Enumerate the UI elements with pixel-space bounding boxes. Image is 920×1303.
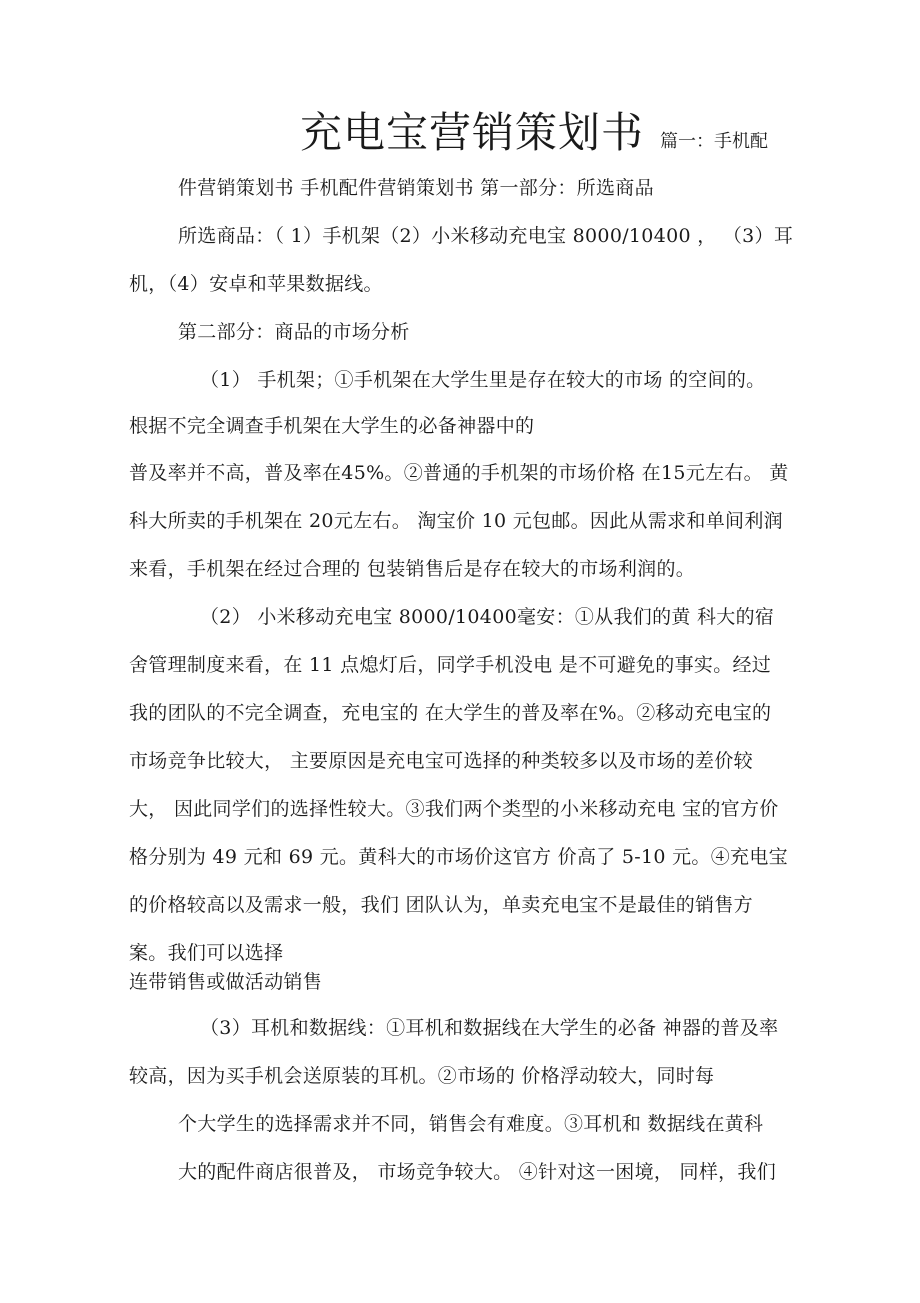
text-line: 普及率并不高，普及率在45%。②普通的手机架的市场价格 在15元左右。 黄 (129, 462, 789, 484)
text-line: 大的配件商店很普及， 市场竞争较大。 ④针对这一困境， 同样，我们 (178, 1161, 777, 1183)
text-line: 个大学生的选择需求并不同，销售会有难度。③耳机和 数据线在黄科 (178, 1113, 764, 1135)
text-line: 所选商品：（ 1）手机架（2）小米移动充电宝 8000/10400 ， （3）耳 (178, 225, 794, 247)
text-line: 来看，手机架在经过合理的 包装销售后是存在较大的市场利润的。 (129, 558, 696, 580)
text-line: 市场竞争比较大， 主要原因是充电宝可选择的种类较多以及市场的差价较 (129, 750, 753, 772)
text-line: 第二部分：商品的市场分析 (178, 321, 410, 343)
text-line: 的价格较高以及需求一般，我们 团队认为，单卖充电宝不是最佳的销售方 (129, 894, 753, 916)
text-line: 较高，因为买手机会送原装的耳机。②市场的 价格浮动较大，同时每 (129, 1065, 715, 1087)
text-line: 根据不完全调查手机架在大学生的必备神器中的 (129, 415, 535, 437)
text-line: （3）耳机和数据线：①耳机和数据线在大学生的必备 神器的普及率 (200, 1017, 779, 1039)
text-line: 件营销策划书 手机配件营销策划书 第一部分：所选商品 (178, 177, 654, 199)
text-line: 科大所卖的手机架在 20元左右。 淘宝价 10 元包邮。因此从需求和单间利润 (129, 510, 783, 532)
text-line: 连带销售或做活动销售 (129, 971, 323, 993)
text-line: 大， 因此同学们的选择性较大。③我们两个类型的小米移动充电 宝的官方价 (129, 798, 779, 820)
text-line: （1） 手机架；①手机架在大学生里是存在较大的市场 的空间的。 (200, 369, 766, 391)
text-line: 案。我们可以选择 (129, 942, 284, 964)
text-line: 我的团队的不完全调查，充电宝的 在大学生的普及率在%。②移动充电宝的 (129, 702, 772, 724)
document-subtitle: 篇一：手机配 (660, 131, 768, 152)
text-line: （2） 小米移动充电宝 8000/10400毫安：①从我们的黄 科大的宿 (200, 606, 775, 628)
document-title: 充电宝营销策划书 (300, 108, 645, 157)
text-line: 格分别为 49 元和 69 元。黄科大的市场价这官方 价高了 5-10 元。④充电宝 (129, 846, 788, 868)
text-line: 机，（4）安卓和苹果数据线。 (129, 273, 383, 295)
text-line: 舍管理制度来看，在 11 点熄灯后，同学手机没电 是不可避免的事实。经过 (129, 654, 772, 676)
